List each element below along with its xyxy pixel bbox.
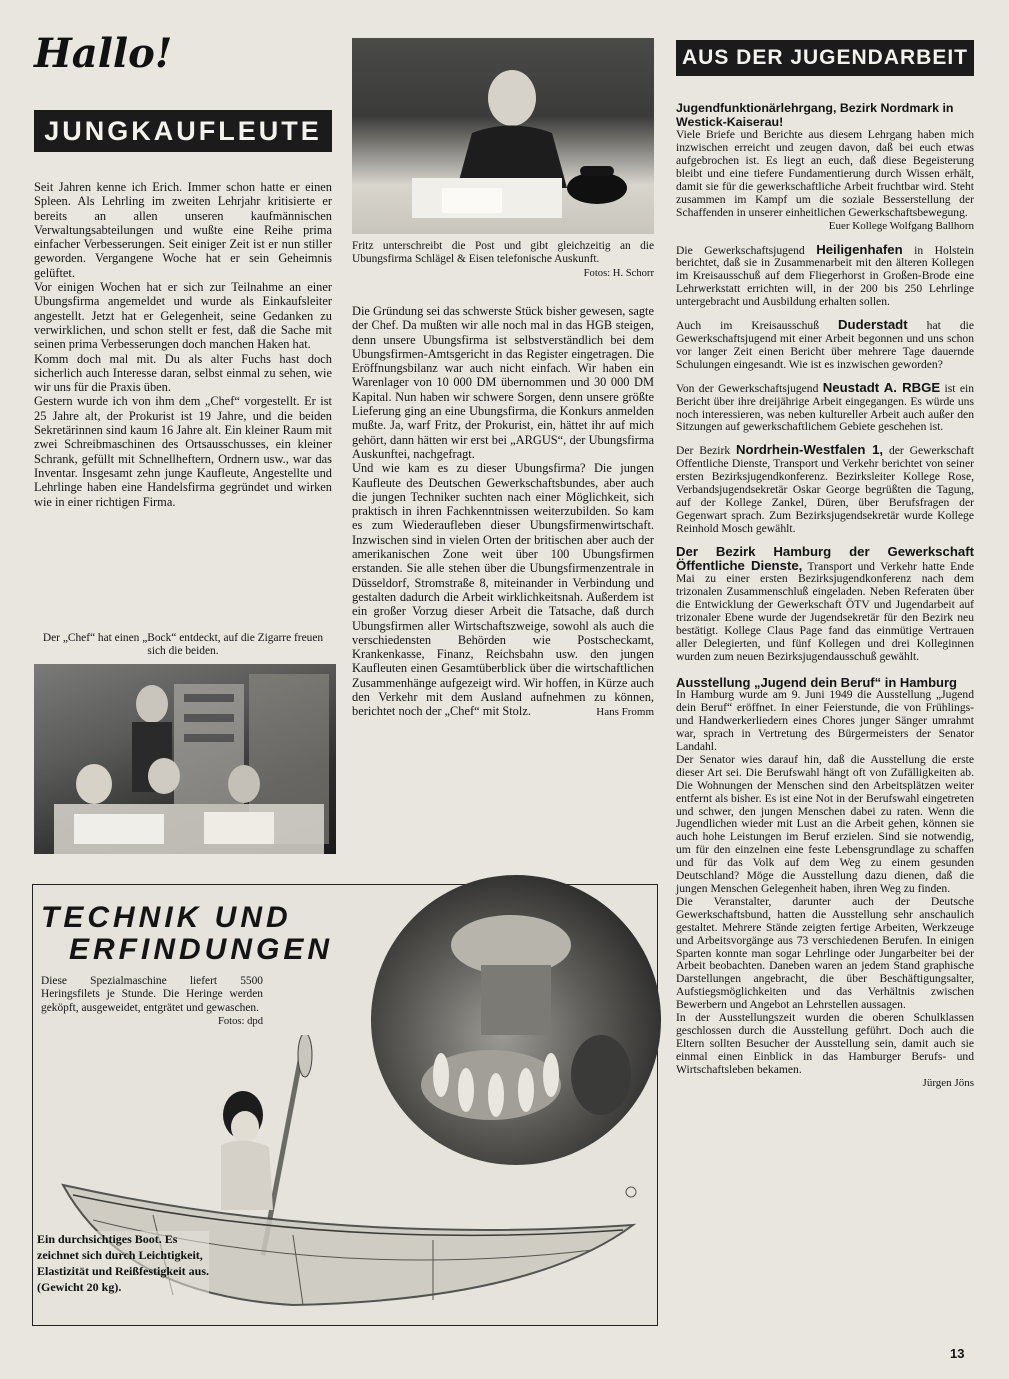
fritz-photo-credit: Fotos: H. Schorr xyxy=(583,267,654,279)
ausstellung-paragraph: In der Ausstellungszeit wurden die oberen Schulklassen geschlossen durch die Ausstellung geführt. Doch auch die Eltern sollten Besucher der Ausstellung sein, damit auch sie einmal einen Einblick in das Hamburger Berufs- und Wirtschaftsleben bekamen. xyxy=(676,1011,974,1076)
nrw-post: der Gewerkschaft Offentliche Dienste, Transport und Verkehr berichtet von seiner ersten Bezirksjugendkonferenz. Bezirksleiter Kollege Rose, Verbandsjugendsekretär Oskar George begrüßten die Tagung, auf der Kollege Zankel, Düren, über Berufsfragen der Gegenwart sprach. Zum Bezirksjugendsekretär wurde Kollege Reinhold Mosch gewählt. xyxy=(676,444,974,535)
fritz-photo-illustration xyxy=(352,38,654,234)
intro-paragraph: Vor einigen Wochen hat er sich zur Teilnahme an einer Ubungsfirma angemeldet und wurde als Einkaufsleiter angestellt. Jetzt hat er Gelegenheit, seine Gedanken zu verwirklichen, und schon stellt er fest, daß die Sache mit seinen prima Verbesserungen doch manchen Haken hat. xyxy=(34,280,332,352)
hamburg-paragraph xyxy=(676,543,974,664)
heiligenhafen-pre: Die Gewerkschaftsjugend xyxy=(676,243,805,257)
duderstadt-paragraph xyxy=(676,319,974,372)
heiligenhafen-paragraph xyxy=(676,241,974,310)
neustadt-name: Neustadt A. RBGE xyxy=(822,379,941,395)
ausstellung-author: Jürgen Jöns xyxy=(922,1076,974,1089)
gruendung-article xyxy=(352,304,654,719)
office-photo xyxy=(34,664,336,854)
jungkaufleute-banner: JUNGKAUFLEUTE xyxy=(34,110,332,152)
office-photo-caption: Der „Chef“ hat einen „Bock“ entdeckt, auf die Zigarre freuen sich die beiden. xyxy=(42,632,324,658)
neustadt-pre: Von der Gewerkschaftsjugend xyxy=(676,381,819,395)
fritz-photo xyxy=(352,38,654,234)
jugendarbeit-banner: AUS DER JUGENDARBEIT xyxy=(676,40,974,76)
nrw-pre: Der Bezirk xyxy=(676,444,731,458)
hamburg-post: Transport und Verkehr hatte Ende Mai zu einer ersten Bezirksjugendkonferenz nach dem trizonalen Zusammenschluß eingeladen. Neben Referaten über die Entwicklung der Gewerkschaft ÖTV und Jugendarbeit auf trizonaler Ebene wurde der Jugendsekretär für den Bezirk neu bestätigt. Kollege Claus Page fand das einmütige Vertrauen aller Delegierten, und fünf Kollegen und drei Kolleginnen wurden zum neuen Bezirksjugendausschuß gewählt. xyxy=(676,559,974,663)
technik-box xyxy=(32,884,658,1326)
heringsmaschine-credit: Fotos: dpd xyxy=(217,1016,263,1028)
intro-article xyxy=(34,180,332,509)
technik-title-line1: TECHNIK UND xyxy=(41,901,292,934)
fritz-photo-caption xyxy=(352,240,654,280)
article-paragraph: Die Gründung sei das schwerste Stück bisher gewesen, sagte der Chef. Da mußten wir alle noch mal in das HGB steigen, denn unsere Ubungsfirma ist selbstverständlich bei dem Ubungsfirmen-Amtsgericht in das Register eingetragen. Die Eröffnungsbilanz war auch nicht einfach. Wir haben ein Warenlager von 10 000 DM übernommen und 30 000 DM Kapital. Nun haben wir schwere Sorgen, denn unsere größte Lieferung ging an eine Ubungsfirma, die Konkurs anmelden mußte. Ja, warf Fritz, der Prokurist, ein, hättet ihr auf mich gehört, dann hätten wir erst bei „ARGUS“, der Ubungsfirma Auskunftei, nachgefragt. xyxy=(352,304,654,461)
intro-paragraph: Seit Jahren kenne ich Erich. Immer schon hatte er einen Spleen. Als Lehrling im zweiten Lehrjahr kritisierte er bereits an allen unseren kaufmännischen Verwaltungsabteilungen und wußte eine Reihe prima einfacher Verbesserungen. Seit einiger Zeit ist er nun stiller geworden. Vergangene Woche hat er sein Geheimnis gelüftet. xyxy=(34,180,332,280)
intro-paragraph: Komm doch mal mit. Du als alter Fuchs hast doch sicherlich auch Interesse daran, selbst einmal zu sehen, wie wir uns für die Praxis üben. xyxy=(34,351,332,395)
office-photo-illustration xyxy=(34,664,336,854)
technik-title-line2: ERFINDUNGEN xyxy=(69,933,334,966)
hallo-title: Hallo! xyxy=(34,30,173,77)
right-column xyxy=(676,102,974,1089)
neustadt-post: ist ein Bericht über ihre dreijährige Arbeit eingegangen. Es würde uns noch interessieren, was neben kultureller Arbeit auch außer den Sitzungen auf gewerkschaftlichem Gebiete geschehen ist. xyxy=(676,381,974,434)
lehrgang-headline: Jugendfunktionärlehrgang, Bezirk Nordmark in Westick-Kaiserau! xyxy=(676,101,954,129)
duderstadt-name: Duderstadt xyxy=(838,317,908,333)
duderstadt-pre: Auch im Kreisausschuß xyxy=(676,319,819,333)
lehrgang-signature: Euer Kollege Wolfgang Ballhorn xyxy=(828,219,974,232)
ausstellung-article xyxy=(676,689,974,1076)
fritz-caption-text: Fritz unterschreibt die Post und gibt gleichzeitig an die Ubungsfirma Schlägel & Eisen telefonische Auskunft. xyxy=(352,240,654,266)
heringsmaschine-caption-text: Diese Spezialmaschine liefert 5500 Heringsfilets je Stunde. Die Heringe werden geköpft, ausgeweidet, entgrätet und gewaschen. xyxy=(41,975,263,1014)
neustadt-paragraph xyxy=(676,379,974,435)
duderstadt-post: hat die Gewerkschaftsjugend mit einer Arbeit begonnen und uns schon vor langer Zeit einen Bericht über mehrere Tage dauernde Schulungen eingesandt. Wie ist es inzwischen geworden? xyxy=(676,319,974,371)
hamburg-name: Der Bezirk Hamburg der Gewerkschaft Öffentliche Dienste, xyxy=(676,543,974,573)
article-paragraph: Und wie kam es zu dieser Ubungsfirma? Die jungen Kaufleute des Deutschen Gewerkschaftsbundes, aber auch die jungen Techniker suchten nach einer Möglichkeit, sich praktisch in ihren Fachkenntnissen weiterzubilden. So kam es zum Wiederaufleben dieser Ubungsfirmenwirtschaft. Inzwischen sind in vielen Orten der britischen aber auch der amerikanischen Zone weit über 100 Ubungsfirmen erstanden. Sie alle stehen über die Ubungsfirmenzentrale in Düsseldorf, Stromstraße 8, miteinander in Verbindung und gestalten dadurch die Arbeit wirklichkeitsnah. Außerdem ist ein großer Vorzug dieser Arbeit die Tatsache, daß durch Ubungsfirmen aller Wirtschaftszweige, sowohl als auch die verschiedensten Behörden wie Postscheckamt, Krankenkasse, Finanz, Reichsbahn usw. den jungen Kaufleuten einen Gesamtüberblick über die wirtschaftlichen Zusammenhänge aufgezeigt wird. Wir hoffen, in Kürze auch den Verkehr mit dem Ausland aufnehmen zu können, berichtet noch der „Chef“ mit Stolz. xyxy=(352,461,654,719)
page-number: 13 xyxy=(950,1346,965,1361)
lehrgang-letter: Viele Briefe und Berichte aus diesem Lehrgang haben mich inzwischen erreicht und zeugen davon, daß bei euch etwas aufgebrochen ist. Es liegt an euch, daß diese Begeisterung bleibt und eine tiefere Fundamentierung durch Wissen erhält, damit sie für die gewerkschaftliche Arbeit fruchtbar wird. Steht zusammen im Kampf um die soziale Besserstellung der Schaffenden in unserer einheitlichen Gewerkschaftsbewegung. xyxy=(676,128,974,219)
ausstellung-paragraph: In Hamburg wurde am 9. Juni 1949 die Ausstellung „Jugend dein Beruf“ eröffnet. In einer Feierstunde, die von Frühlings- und Handwerkerliedern eines Chores junger Sänger umrahmt war, sprach in Vertretung des Bürgermeisters der Senator Landahl. xyxy=(676,688,974,754)
ausstellung-headline: Ausstellung „Jugend dein Beruf“ in Hamburg xyxy=(676,674,957,690)
ausstellung-paragraph: Der Senator wies darauf hin, daß die Ausstellung die erste dieser Art sei. Die Berufswahl hängt oft von Zufälligkeiten ab. Die Wohnungen der Menschen sind den Arbeitsplätzen weiter entfernt als bisher. Es ist eine Not in der Berufswahl eingetreten und schwer, den jungen Menschen dabei zu raten. Wenn die Jugendlichen wieder mit Lust an die Arbeit gehen, können sie auch hohe Leistungen im Beruf erzielen. Sind sie notwendig, um für den einzelnen eine feste Lebensgrundlage zu schaffen und für das Volk auf dem Weg zu einem gesunden Deutschland? Möge die Ausstellung dazu dienen, daß die jungen Menschen Gelegenheit haben, ihren Weg zu finden. xyxy=(676,752,974,895)
heiligenhafen-post: in Holstein berichtet, daß sie in Zusammenarbeit mit den älteren Kollegen im Kreisausschuß auf dem Fliegerhorst in Großen-Brode eine Lehrwerkstatt errichten will, in der 200 bis 250 Lehrlinge untergebracht und Ausbildung erhalten sollen. xyxy=(676,243,974,309)
article-author: Hans Fromm xyxy=(596,705,654,718)
boat-caption: Ein durchsichtiges Boot. Es zeichnet sich durch Leichtigkeit, Elastizität und Reißfestigkeit aus. (Gewicht 20 kg). xyxy=(37,1232,210,1294)
nrw-paragraph xyxy=(676,444,974,535)
heiligenhafen-name: Heiligenhafen xyxy=(816,241,903,257)
heringsmaschine-caption xyxy=(41,975,263,1029)
nrw-name: Nordrhein-Westfalen 1, xyxy=(736,442,884,458)
ausstellung-paragraph: Die Veranstalter, darunter auch der Deutsche Gewerkschaftsbund, hatten die Ausstellung sehr anschaulich gestaltet. Mehrere Stände zeigten fertige Arbeiten, Werkzeuge und Arbeitsvorgänge aus 73 verschiedenen Berufen. In einigen Sparten konnte man sogar Lehrlinge oder Jungarbeiter bei der Arbeit beobachten. Daneben waren an jedem Stand graphische Darstellungen angebracht, die über Beschäftigungsalter, Aufstiegsmöglichkeiten und das Verhältnis zwischen Bewerbern und Angebot an Lehrstellen aussagen. xyxy=(676,894,974,1012)
intro-paragraph: Gestern wurde ich von ihm dem „Chef“ vorgestellt. Er ist 25 Jahre alt, der Prokurist ist 19 Jahre, und die beiden Sekretärinnen sind kaum 16 Jahre alt. Ein kleiner Raum mit zwei Schreibmaschinen des Ortsausschusses, ein kleiner Schrank, gefüllt mit Schnellheftern, Ordnern usw., war das Inventar. Insgesamt zehn junge Kaufleute, Angestellte und Lehrlinge haben eine Handelsfirma gegründet und wirken wie in einer richtigen Firma. xyxy=(34,394,332,509)
